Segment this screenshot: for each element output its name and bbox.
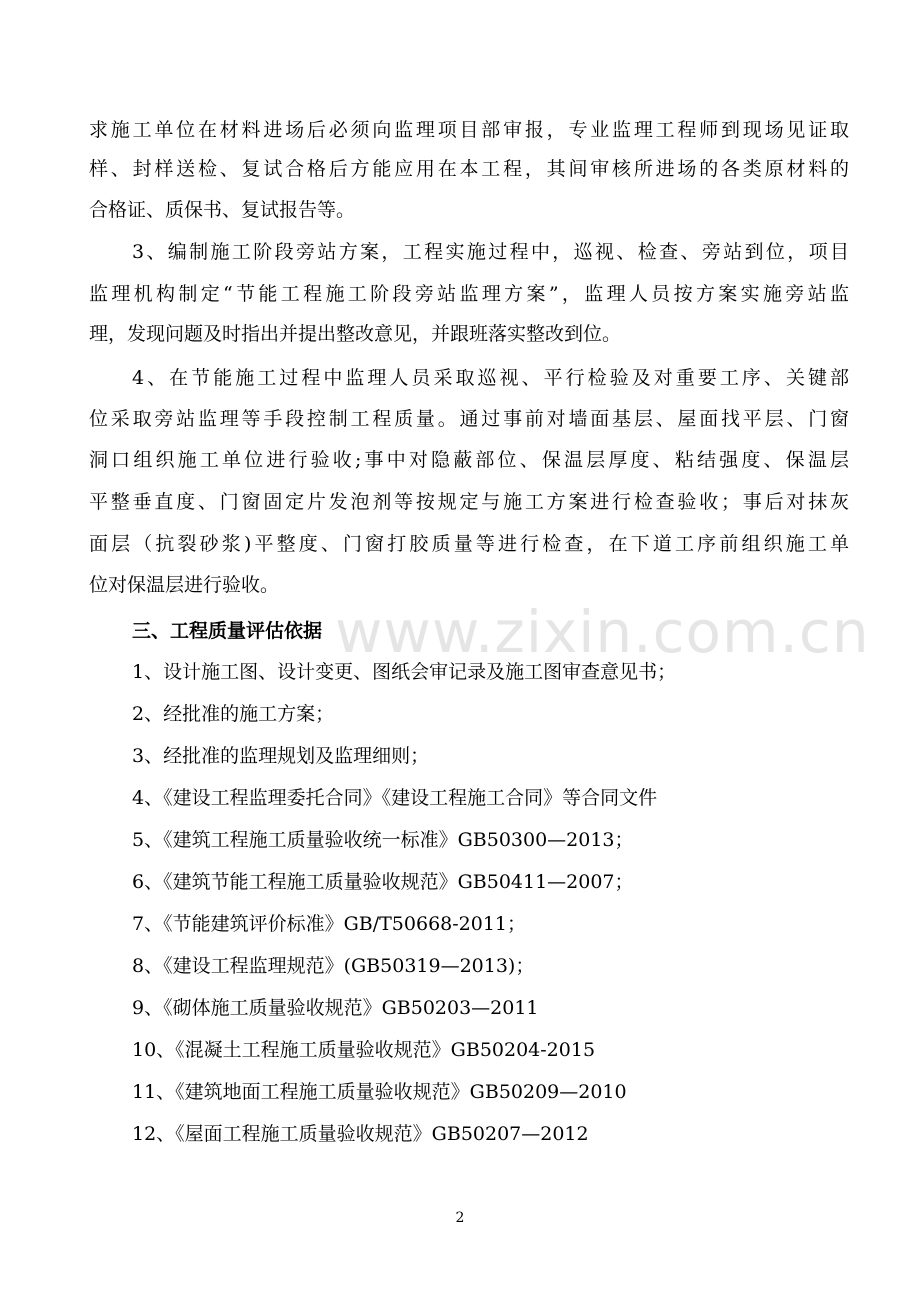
paragraph-line: 4、在节能施工过程中监理人员采取巡视、平行检验及对重要工序、关键部	[132, 367, 849, 389]
basis-item: 11、《建筑地面工程施工质量验收规范》GB50209—2010	[132, 1081, 627, 1103]
basis-item: 2、经批准的施工方案；	[132, 703, 335, 725]
watermark: www.zixin.com.cn	[335, 598, 870, 666]
paragraph-line: 监理机构制定“节能工程施工阶段旁站监理方案”，监理人员按方案实施旁站监	[89, 283, 849, 305]
basis-item: 12、《屋面工程施工质量验收规范》GB50207—2012	[132, 1123, 589, 1145]
paragraph-line: 面层（抗裂砂浆)平整度、门窗打胶质量等进行检查，在下道工序前组织施工单	[89, 533, 849, 555]
basis-item: 4、《建设工程监理委托合同》《建设工程施工合同》等合同文件	[132, 787, 658, 809]
page-number: 2	[455, 1210, 465, 1226]
basis-item: 9、《砌体施工质量验收规范》GB50203—2011	[132, 997, 539, 1019]
paragraph-line: 样、封样送检、复试合格后方能应用在本工程，其间审核所进场的各类原材料的	[89, 158, 849, 180]
basis-item: 5、《建筑工程施工质量验收统一标准》GB50300—2013；	[132, 829, 634, 851]
paragraph-line: 位采取旁站监理等手段控制工程质量。通过事前对墙面基层、屋面找平层、门窗	[89, 408, 849, 430]
paragraph-line: 洞口组织施工单位进行验收;事中对隐蔽部位、保温层厚度、粘结强度、保温层	[89, 449, 849, 471]
paragraph-line: 位对保温层进行验收。	[89, 574, 280, 596]
basis-item: 10、《混凝土工程施工质量验收规范》GB50204-2015	[132, 1039, 596, 1061]
paragraph-line: 理，发现问题及时指出并提出整改意见，并跟班落实整改到位。	[89, 323, 622, 345]
paragraph-line: 平整垂直度、门窗固定片发泡剂等按规定与施工方案进行检查验收；事后对抹灰	[89, 491, 849, 513]
basis-item: 7、《节能建筑评价标准》GB/T50668-2011；	[132, 913, 527, 935]
paragraph-line: 求施工单位在材料进场后必须向监理项目部审报，专业监理工程师到现场见证取	[89, 119, 849, 141]
basis-item: 3、经批准的监理规划及监理细则；	[132, 745, 430, 767]
basis-item: 6、《建筑节能工程施工质量验收规范》GB50411—2007；	[132, 871, 634, 893]
basis-item: 8、《建设工程监理规范》(GB50319—2013)；	[132, 955, 535, 977]
paragraph-line: 3、编制施工阶段旁站方案，工程实施过程中，巡视、检查、旁站到位，项目	[132, 241, 849, 263]
basis-item: 1、设计施工图、设计变更、图纸会审记录及施工图审查意见书；	[132, 661, 677, 683]
section-heading: 三、工程质量评估依据	[132, 620, 323, 642]
paragraph-line: 合格证、质保书、复试报告等。	[89, 199, 356, 221]
